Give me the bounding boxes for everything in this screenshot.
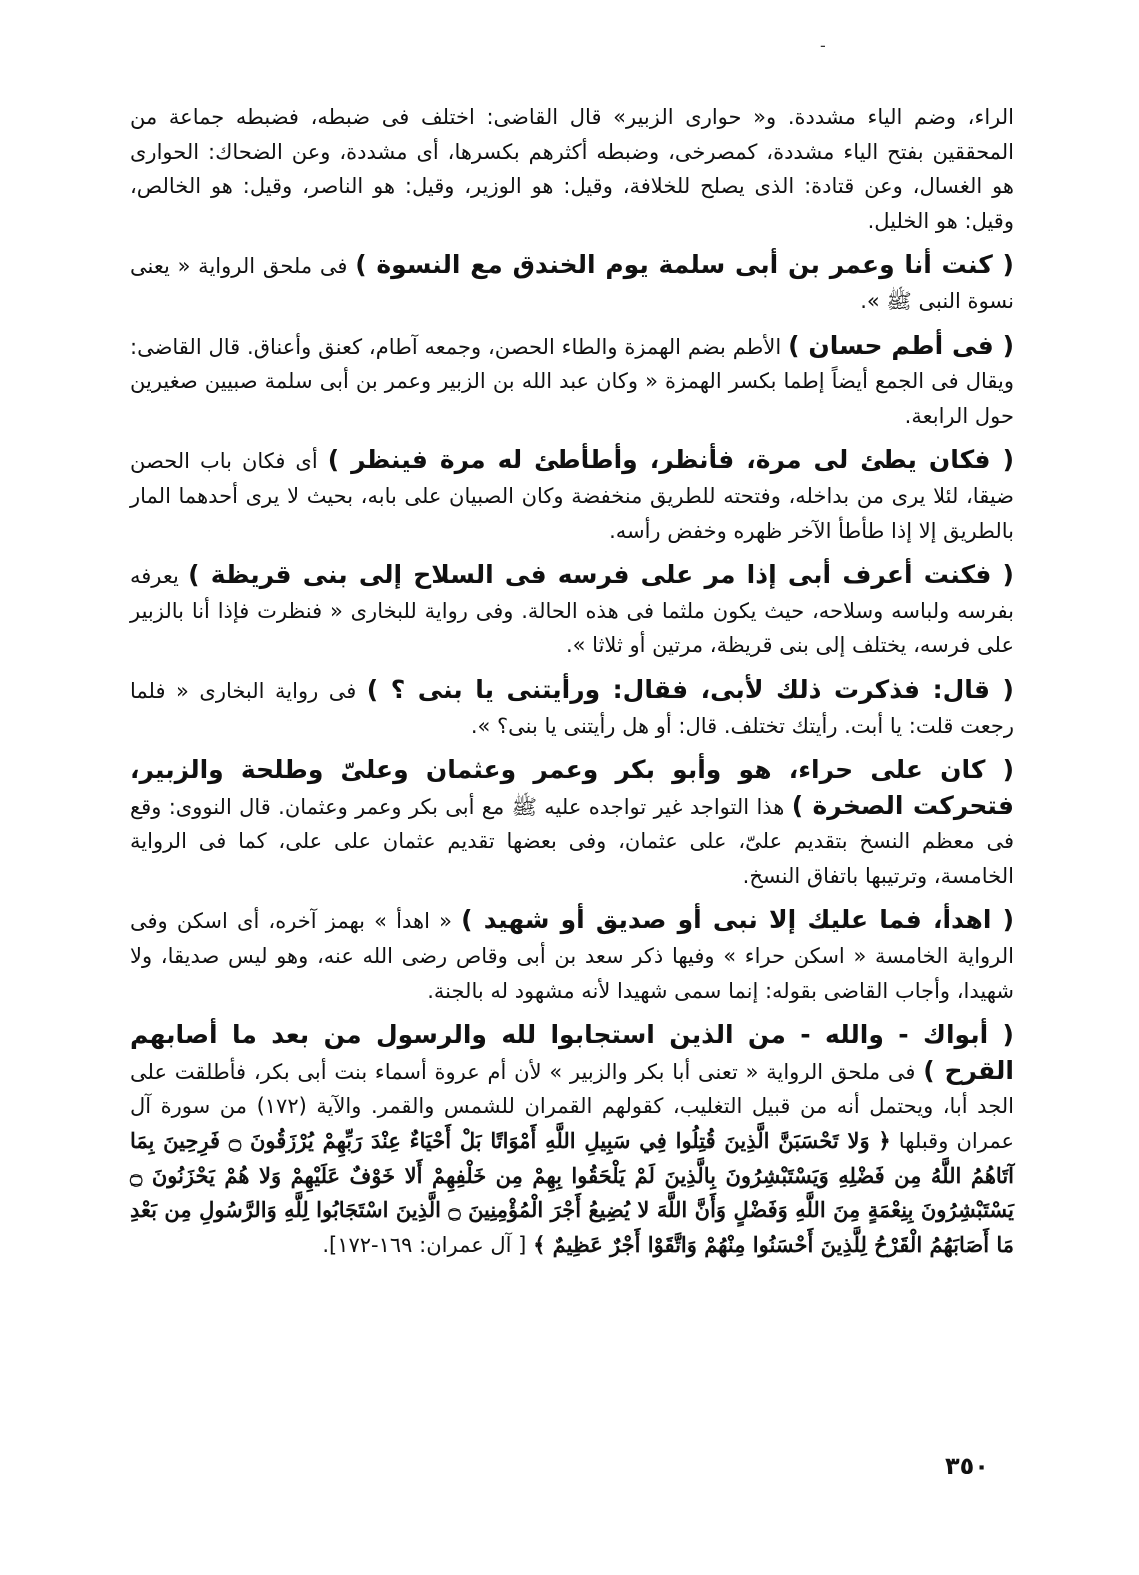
paragraph-5 (130, 558, 1014, 663)
paragraph-3-heading: ( فى أطم حسان ) (788, 330, 1014, 360)
paragraph-4-heading: ( فكان يطئ لى مرة، فأنظر، وأطأطئ له مرة فينظر ) (327, 445, 1014, 475)
paragraph-4-text: أى فكان باب الحصن ضيقا، لئلا يرى من بداخله، وفتحته للطريق منخفضة وكان الصبيان على بابه، بحيث لا يرى أحدهما المار بالطريق إلا إذا طأطأ الآخر ظهره وخفض رأسه. (130, 449, 1014, 543)
paragraph-9 (130, 1018, 1014, 1262)
paragraph-4 (130, 443, 1014, 548)
paragraph-6-text: فى رواية البخارى « فلما رجعت قلت: يا أبت. رأيتك تختلف. قال: أو هل رأيتنى يا بنى؟ ». (130, 678, 1014, 738)
paragraph-2-heading: ( كنت أنا وعمر بن أبى سلمة يوم الخندق مع النسوة ) (355, 250, 1014, 280)
paragraph-9-text: فى ملحق الرواية « تعنى أبا بكر والزبير » لأن أم عروة أسماء بنت أبى بكر، فأطلقت على الجد أبا، ويحتمل أنه من قبيل التغليب، كقولهم القمران للشمس والقمر. والآية (١٧٢) من سورة آل عمران وقبلها (130, 1059, 1014, 1154)
paragraph-6 (130, 673, 1014, 743)
paragraph-9-heading: ( أبواك - والله - من الذين استجابوا لله والرسول من بعد ما أصابهم القرح ) (130, 1020, 1014, 1085)
quran-citation: [ آل عمران: ١٦٩-١٧٢]. (322, 1232, 527, 1257)
paragraph-3-text: الأطم بضم الهمزة والطاء الحصن، وجمعه آطام، كعنق وأعناق. قال القاضى: ويقال فى الجمع أيضاً إطما بكسر الهمزة « وكان عبد الله بن الزبير وعمر بن أبى سلمة صبيين صغيرين حول الرابعة. (130, 334, 1014, 428)
page-number: ٣٥٠ (945, 1452, 989, 1480)
paragraph-7-heading: ( كان على حراء، هو وأبو بكر وعمر وعثمان وعلىّ وطلحة والزبير، فتحركت الصخرة ) (130, 755, 1014, 820)
paragraph-7-text: هذا التواجد غير تواجده عليه ﷺ مع أبى بكر وعمر وعثمان. قال النووى: وقع فى معظم النسخ بتقديم علىّ، على عثمان، وفى بعضها تقديم عثمان على على، كما فى الرواية الخامسة، وترتيبها باتفاق النسخ. (130, 794, 1014, 888)
paragraph-2-text: فى ملحق الرواية « يعنى نسوة النبى ﷺ ». (130, 254, 1014, 313)
quran-verses: ﴿ وَلا تَحْسَبَنَّ الَّذِينَ قُتِلُوا فِي سَبِيلِ اللَّهِ أَمْوَاتًا بَلْ أَحْيَاءٌ عِنْدَ رَبِّهِمْ يُرْزَقُونَ ۝ فَرِحِينَ بِمَا آتَاهُمُ اللَّهُ مِن فَضْلِهِ وَيَسْتَبْشِرُونَ بِالَّذِينَ لَمْ يَلْحَقُوا بِهِمْ مِن خَلْفِهِمْ أَلا خَوْفٌ عَلَيْهِمْ وَلا هُمْ يَحْزَنُونَ ۝ يَسْتَبْشِرُونَ بِنِعْمَةٍ مِنَ اللَّهِ وَفَضْلٍ وَأَنَّ اللَّهَ لا يُضِيعُ أَجْرَ الْمُؤْمِنِينَ ۝ الَّذِينَ اسْتَجَابُوا لِلَّهِ وَالرَّسُولِ مِن بَعْدِ مَا أَصَابَهُمُ الْقَرْحُ لِلَّذِينَ أَحْسَنُوا مِنْهُمْ وَاتَّقَوْا أَجْرٌ عَظِيمٌ ﴾ (130, 1128, 1014, 1257)
paragraph-2 (130, 248, 1014, 318)
paragraph-1-text: الراء، وضم الياء مشددة. و« حوارى الزبير» قال القاضى: اختلف فى ضبطه، فضبطه جماعة من المحققين بفتح الياء مشددة، كمصرخى، وضبطه أكثرهم بكسرها، أى مشددة، وعن الضحاك: الحوارى هو الغسال، وعن قتادة: الذى يصلح للخلافة، وقيل: هو الوزير، وقيل: هو الناصر، وقيل: هو الخالص، وقيل: هو الخليل. (130, 105, 1014, 233)
paragraph-8-heading: ( اهدأ، فما عليك إلا نبى أو صديق أو شهيد ) (461, 905, 1014, 935)
paragraph-8 (130, 903, 1014, 1008)
page-body (130, 100, 1014, 1272)
paragraph-6-heading: ( قال: فذكرت ذلك لأبى، فقال: ورأيتنى يا بنى ؟ ) (366, 674, 1014, 704)
paragraph-8-text: « اهدأ » بهمز آخره، أى اسكن وفى الرواية الخامسة « اسكن حراء » وفيها ذكر سعد بن أبى وقاص رضى الله عنه، وهو ليس صديقا، ولا شهيدا، وأجاب القاضى بقوله: إنما سمى شهيدا لأنه مشهود له بالجنة. (130, 909, 1014, 1003)
paragraph-1 (130, 100, 1014, 238)
top-mark: - (820, 36, 826, 55)
paragraph-3 (130, 329, 1014, 434)
paragraph-5-text: يعرفه بفرسه ولباسه وسلاحه، حيث يكون ملثما فى هذه الحالة. وفى رواية للبخارى « فنظرت فإذا أنا بالزبير على فرسه، يختلف إلى بنى قريظة، مرتين أو ثلاثا ». (130, 564, 1014, 658)
paragraph-7 (130, 753, 1014, 893)
paragraph-5-heading: ( فكنت أعرف أبى إذا مر على فرسه فى السلاح إلى بنى قريظة ) (188, 560, 1014, 590)
